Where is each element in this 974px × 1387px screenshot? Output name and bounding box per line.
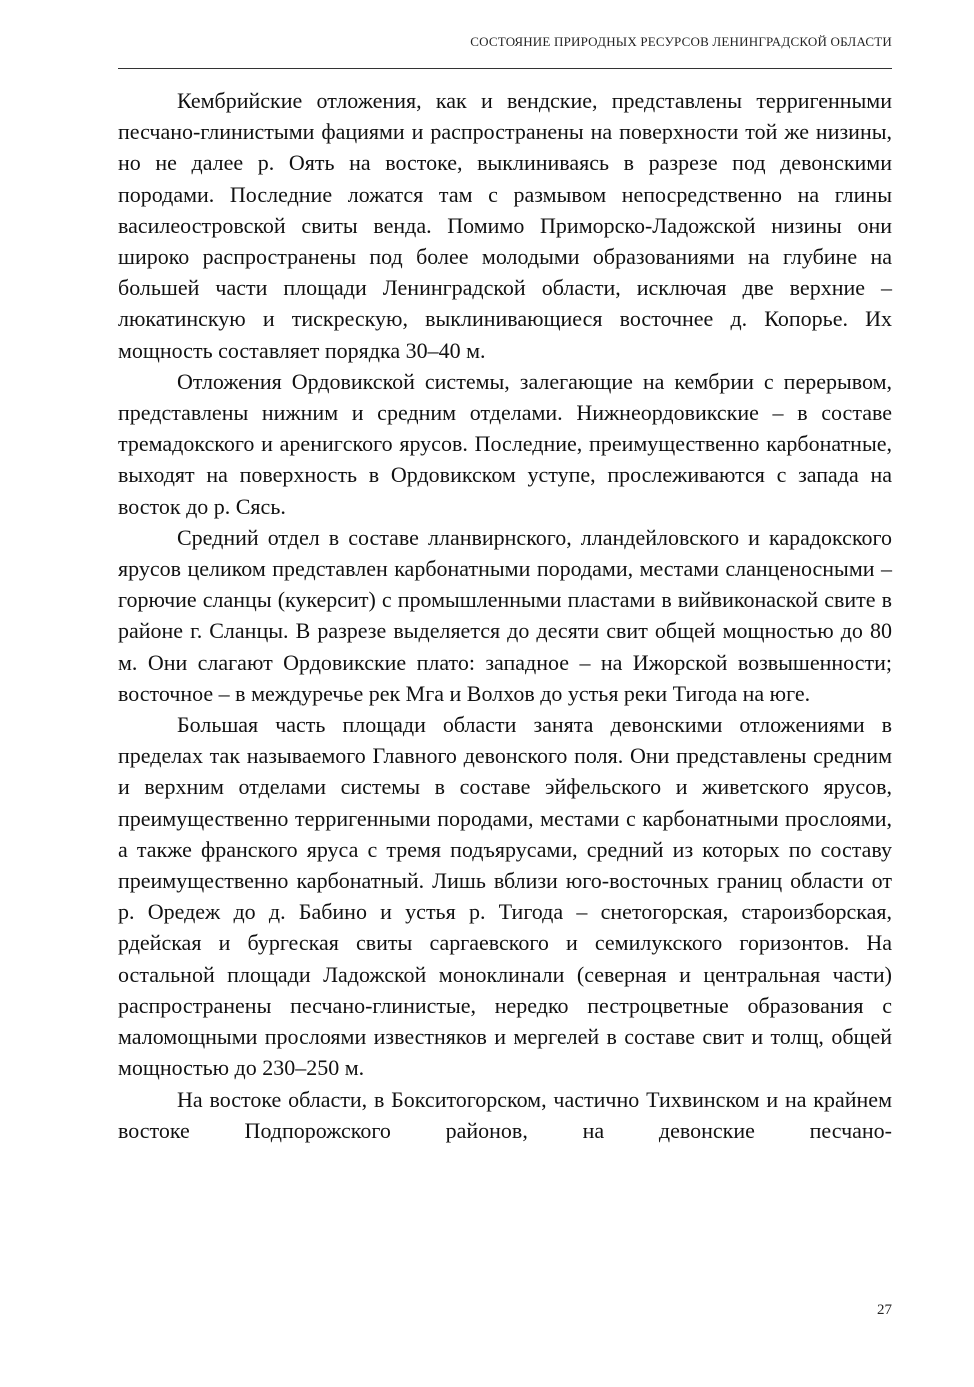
paragraph-devonian: Большая часть площади области занята девонскими отложениями в пределах так называемого Главного девонского поля. Они представлены средним и верхним отделами системы в составе эйфельского и живетского ярусов, преимущественно терригенными породами, местами с карбонатными прослоями, а также франского яруса с тремя подъярусами, средний из которых по составу преимущественно карбонатный. Лишь вблизи юго-восточных границ области от р. Оредеж до д. Бабино и устья р. Тигода – снетогорская, староизборская, рдейская и бургеская свиты саргаевского и семилукского горизонтов. На остальной площади Ладожской моноклинали (северная и центральная части) распространены песчано-глинистые, нередко пестроцветные образования с маломощными прослоями известняков и мергелей в составе свит и толщ, общей мощностью до 230–250 м. xyxy=(118,712,892,1081)
paragraph-cambrian: Кембрийские отложения, как и вендские, представлены терригенными песчано-глинистыми фациями и распространены на поверхности той же низины, но не далее р. Оять на востоке, выклиниваясь в разрезе под девонскими породами. Последние ложатся там с размывом непосредственно на глины василеостровской свиты венда. Помимо Приморско-Ладожской низины они широко распространены под более молодыми образованиями на глубине на большей части площади Ленинградской области, исключая две верхние – люкатинскую и тискрескую, выклинивающиеся восточнее д. Копорье. Их мощность составляет порядка 30–40 м. xyxy=(118,88,892,363)
paragraph-ordovician: Отложения Ордовикской системы, залегающие на кембрии с перерывом, представлены нижним и средним отделами. Нижнеордовикские – в составе тремадокского и аренигского ярусов. Последние, преимущественно карбонатные, выходят на поверхность в Ордовикском уступе, прослеживаются с запада на восток до р. Сясь. xyxy=(118,368,892,519)
page-body xyxy=(118,85,892,1146)
paragraph-east-region: На востоке области, в Бокситогорском, частично Тихвинском и на крайнем востоке Подпорожского районов, на девонские песчано- xyxy=(118,1086,892,1143)
header-divider xyxy=(118,68,892,69)
paragraph-middle-ordovician: Средний отдел в составе лланвирнского, лландейловского и карадокского ярусов целиком представлен карбонатными породами, местами сланценосными – горючие сланцы (кукерсит) с промышленными пластами в вийвиконаской свите в районе г. Сланцы. В разрезе выделяется до десяти свит общей мощностью до 80 м. Они слагают Ордовикские плато: западное – на Ижорской возвышенности; восточное – в междуречье рек Мга и Волхов до устья реки Тигода на юге. xyxy=(118,524,892,706)
page-number: 27 xyxy=(877,1302,892,1318)
running-header: СОСТОЯНИЕ ПРИРОДНЫХ РЕСУРСОВ ЛЕНИНГРАДСКОЙ ОБЛАСТИ xyxy=(470,34,892,49)
